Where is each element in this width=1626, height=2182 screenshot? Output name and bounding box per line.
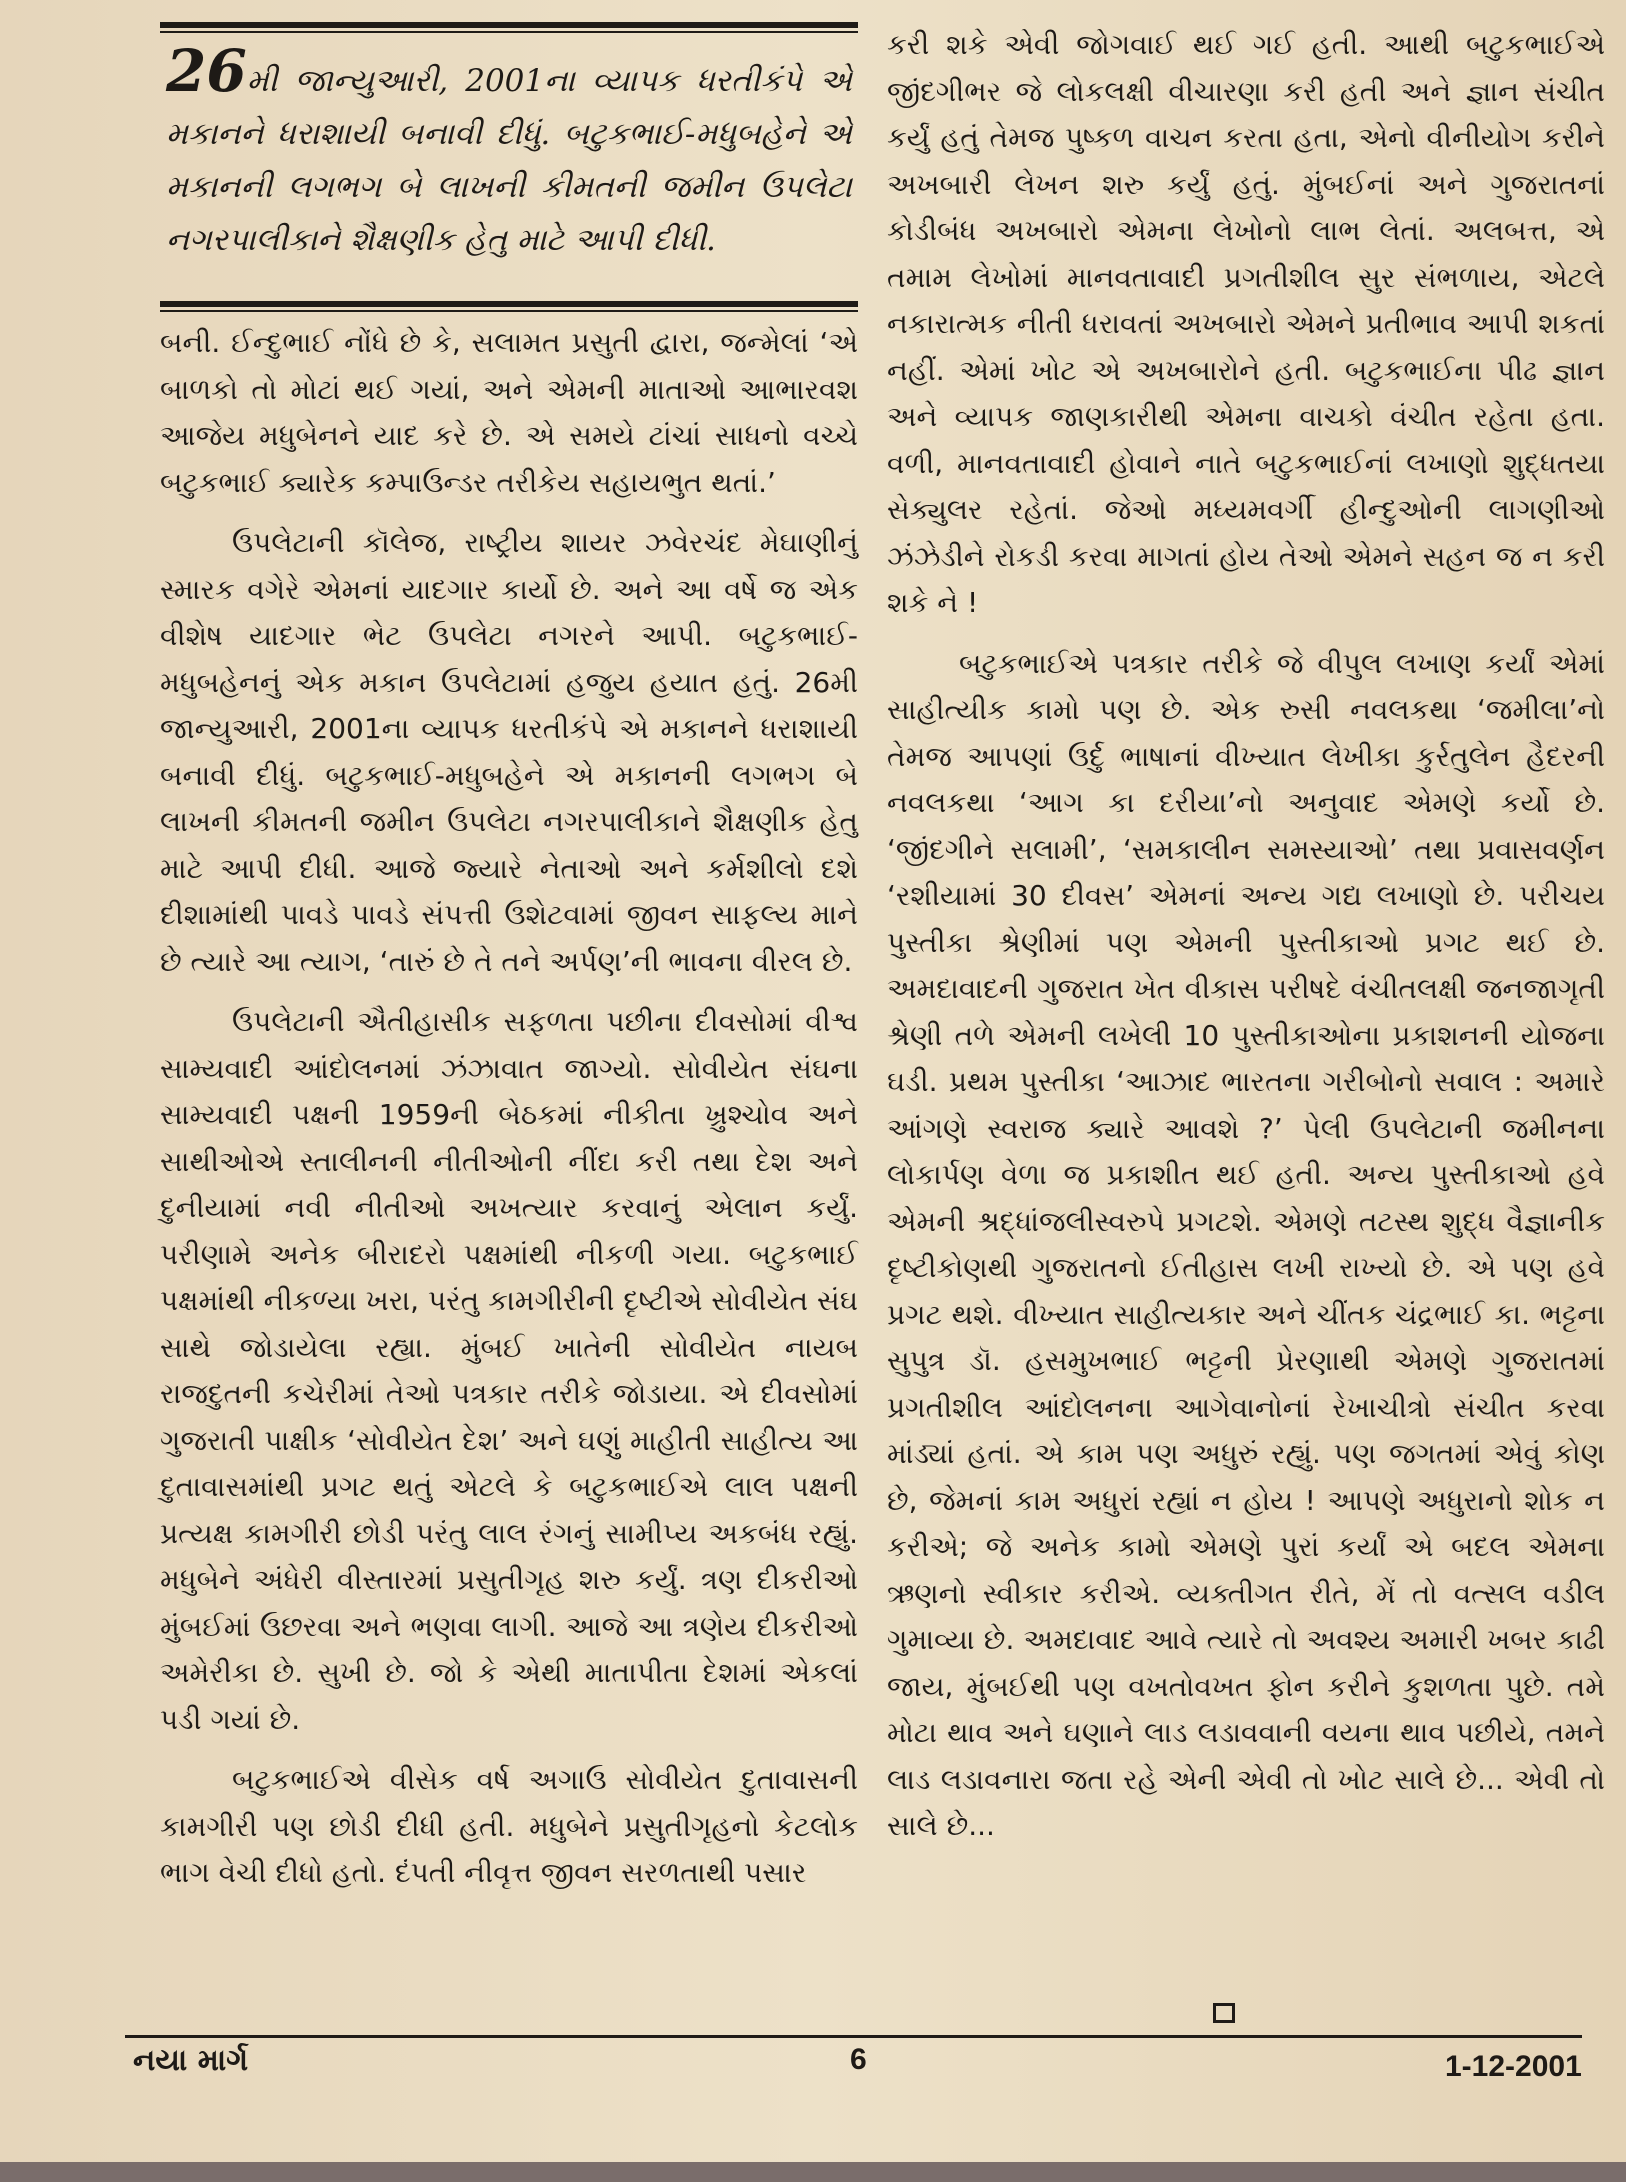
- left-column: [160, 22, 858, 1897]
- pullquote-bottom-rule: [160, 301, 858, 307]
- left-body-text: [160, 320, 858, 1897]
- scan-bottom-edge: [0, 2162, 1626, 2182]
- pullquote: [160, 33, 858, 301]
- page-number: 6: [850, 2043, 867, 2076]
- paragraph: ઉપલેટાની ઐતીહાસીક સફળતા પછીના દીવસોમાં વીશ્વ સામ્યવાદી આંદોલનમાં ઝંઝાવાત જાગ્યો. સોવીયેત સંઘના સામ્યવાદી પક્ષની 1959ની બેઠકમાં નીકીતા ખ્રુશ્ચોવ અને સાથીઓએ સ્તાલીનની નીતીઓની નીંદા કરી તથા દેશ અને દુનીયામાં નવી નીતીઓ અખત્યાર કરવાનું એલાન કર્યું. પરીણામે અનેક બીરાદરો પક્ષમાંથી નીકળી ગયા. બટુકભાઈ પક્ષમાંથી નીકળ્યા ખરા, પરંતુ કામગીરીની દૃષ્ટીએ સોવીયેત સંઘ સાથે જોડાયેલા રહ્યા. મુંબઈ ખાતેની સોવીયેત નાયબ રાજદુતની કચેરીમાં તેઓ પત્રકાર તરીકે જોડાયા. એ દીવસોમાં ગુજરાતી પાક્ષીક ‘સોવીયેત દેશ’ અને ઘણું માહીતી સાહીત્ય આ દુતાવાસમાંથી પ્રગટ થતું એટલે કે બટુકભાઈએ લાલ પક્ષની પ્રત્યક્ષ કામગીરી છોડી પરંતુ લાલ રંગનું સામીપ્ય અકબંધ રહ્યું. મધુબેને અંધેરી વીસ્તારમાં પ્રસુતીગૃહ શરુ કર્યું. ત્રણ દીકરીઓ મુંબઈમાં ઉછરવા અને ભણવા લાગી. આજે આ ત્રણેય દીકરીઓ અમેરીકા છે. સુખી છે. જો કે એથી માતાપીતા દેશમાં એકલાં પડી ગયાં છે.: [160, 1005, 858, 1736]
- pullquote-top-rule: [160, 22, 858, 28]
- paragraph: બટુકભાઈએ વીસેક વર્ષ અગાઉ સોવીયેત દુતાવાસની કામગીરી પણ છોડી દીધી હતી. મધુબેને પ્રસુતીગૃહનો કેટલોક ભાગ વેચી દીધો હતો. દંપતી નીવૃત્ત જીવન સરળતાથી પસાર: [160, 1763, 858, 1889]
- pullquote-text: મી જાન્યુઆરી, 2001ના વ્યાપક ધરતીકંપે એ મકાનને ધરાશાયી બનાવી દીધું. બટુકભાઈ-મધુબહેને એ મકાનની લગભગ બે લાખની કીમતની જમીન ઉપલેટા નગરપાલીકાને શૈક્ષણીક હેતુ માટે આપી દીધી.: [166, 63, 852, 258]
- right-body-text: [887, 22, 1605, 1850]
- issue-date: 1-12-2001: [1445, 2050, 1582, 2083]
- paragraph: બની. ઈન્દુભાઈ નોંધે છે કે, સલામત પ્રસુતી દ્વારા, જન્મેલાં ‘એ બાળકો તો મોટાં થઈ ગયાં, અને એમની માતાઓ આભારવશ આજેય મધુબેનને યાદ કરે છે. એ સમયે ટાંચાં સાધનો વચ્ચે બટુકભાઈ ક્યારેક કમ્પાઉન્ડર તરીકેય સહાયભુત થતાં.’: [160, 326, 858, 499]
- paragraph: કરી શકે એવી જોગવાઈ થઈ ગઈ હતી. આથી બટુકભાઈએ જીંદગીભર જે લોકલક્ષી વીચારણા કરી હતી અને જ્ઞાન સંચીત કર્યું હતું તેમજ પુષ્કળ વાચન કરતા હતા, એનો વીનીયોગ કરીને અખબારી લેખન શરુ કર્યું હતું. મુંબઈનાં અને ગુજરાતનાં કોડીબંધ અખબારો એમના લેખોનો લાભ લેતાં. અલબત્ત, એ તમામ લેખોમાં માનવતાવાદી પ્રગતીશીલ સુર સંભળાય, એટલે નકારાત્મક નીતી ધરાવતાં અખબારો એમને પ્રતીભાવ આપી શકતાં નહીં. એમાં ખોટ એ અખબારોને હતી. બટુકભાઈના પીઢ જ્ઞાન અને વ્યાપક જાણકારીથી એમના વાચકો વંચીત રહેતા હતા. વળી, માનવતાવાદી હોવાને નાતે બટુકભાઈનાં લખાણો શુદ્ધતયા સેક્યુલર રહેતાં. જેઓ મધ્યમવર્ગી હીન્દુઓની લાગણીઓ ઝંઝેડીને રોકડી કરવા માગતાં હોય તેઓ એમને સહન જ ન કરી શકે ને !: [887, 28, 1605, 619]
- publication-name: નયા માર્ગ: [133, 2043, 249, 2078]
- article-end-mark-icon: [1213, 2003, 1235, 2023]
- paragraph: બટુકભાઈએ પત્રકાર તરીકે જે વીપુલ લખાણ કર્યાં એમાં સાહીત્યીક કામો પણ છે. એક રુસી નવલકથા ‘જમીલા’નો તેમજ આપણાં ઉર્દુ ભાષાનાં વીખ્યાત લેખીકા કુર્રતુલેન હૈદરની નવલકથા ‘આગ કા દરીયા’નો અનુવાદ એમણે કર્યો છે. ‘જીંદગીને સલામી’, ‘સમકાલીન સમસ્યાઓ’ તથા પ્રવાસવર્ણન ‘રશીયામાં 30 દીવસ’ એમનાં અન્ય ગદ્ય લખાણો છે. પરીચય પુસ્તીકા શ્રેણીમાં પણ એમની પુસ્તીકાઓ પ્રગટ થઈ છે. અમદાવાદની ગુજરાત ખેત વીકાસ પરીષદે વંચીતલક્ષી જનજાગૃતી શ્રેણી તળે એમની લખેલી 10 પુસ્તીકાઓના પ્રકાશનની યોજના ઘડી. પ્રથમ પુસ્તીકા ‘આઝાદ ભારતના ગરીબોનો સવાલ : અમારે આંગણે સ્વરાજ ક્યારે આવશે ?’ પેલી ઉપલેટાની જમીનના લોકાર્પણ વેળા જ પ્રકાશીત થઈ હતી. અન્ય પુસ્તીકાઓ હવે એમની શ્રદ્ધાંજલીસ્વરુપે પ્રગટશે. એમણે તટસ્થ શુદ્ધ વૈજ્ઞાનીક દૃષ્ટીકોણથી ગુજરાતનો ઈતીહાસ લખી રાખ્યો છે. એ પણ હવે પ્રગટ થશે. વીખ્યાત સાહીત્યકાર અને ચીંતક ચંદ્રભાઈ કા. ભટ્ટના સુપુત્ર ડૉ. હસમુખભાઈ ભટ્ટની પ્રેરણાથી એમણે ગુજરાતમાં પ્રગતીશીલ આંદોલનના આગેવાનોનાં રેખાચીત્રો સંચીત કરવા માંડ્યાં હતાં. એ કામ પણ અધુરું રહ્યું. પણ જગતમાં એવું કોણ છે, જેમનાં કામ અધુરાં રહ્યાં ન હોય ! આપણે અધુરાનો શોક ન કરીએ; જે અનેક કામો એમણે પુરાં કર્યાં એ બદલ એમના ઋણનો સ્વીકાર કરીએ. વ્યક્તીગત રીતે, મેં તો વત્સલ વડીલ ગુમાવ્યા છે. અમદાવાદ આવે ત્યારે તો અવશ્ય અમારી ખબર કાઢી જાય, મુંબઈથી પણ વખતોવખત ફોન કરીને કુશળતા પુછે. તમે મોટા થાવ અને ઘણાને લાડ લડાવવાની વયના થાવ પછીયે, તમને લાડ લડાવનારા જતા રહે એની એવી તો ખોટ સાલે છે... એવી તો સાલે છે...: [887, 646, 1605, 1842]
- pullquote-lead-number: 26: [166, 37, 247, 105]
- footer-rule: [125, 2035, 1582, 2038]
- right-column: [887, 22, 1605, 1850]
- pullquote-bottom-rule-thin: [160, 310, 858, 312]
- paragraph: ઉપલેટાની કૉલેજ, રાષ્ટ્રીય શાયર ઝવેરચંદ મેઘાણીનું સ્મારક વગેરે એમનાં યાદગાર કાર્યો છે. અને આ વર્ષે જ એક વીશેષ યાદગાર ભેટ ઉપલેટા નગરને આપી. બટુકભાઈ-મધુબહેનનું એક મકાન ઉપલેટામાં હજુય હયાત હતું. 26મી જાન્યુઆરી, 2001ના વ્યાપક ધરતીકંપે એ મકાનને ધરાશાયી બનાવી દીધું. બટુકભાઈ-મધુબહેને એ મકાનની લગભગ બે લાખની કીમતની જમીન ઉપલેટા નગરપાલીકાને શૈક્ષણીક હેતુ માટે આપી દીધી. આજે જ્યારે નેતાઓ અને કર્મશીલો દશે દીશામાંથી પાવડે પાવડે સંપત્તી ઉશેટવામાં જીવન સાફલ્ય માને છે ત્યારે આ ત્યાગ, ‘તારું છે તે તને અર્પણ’ની ભાવના વીરલ છે.: [160, 526, 858, 978]
